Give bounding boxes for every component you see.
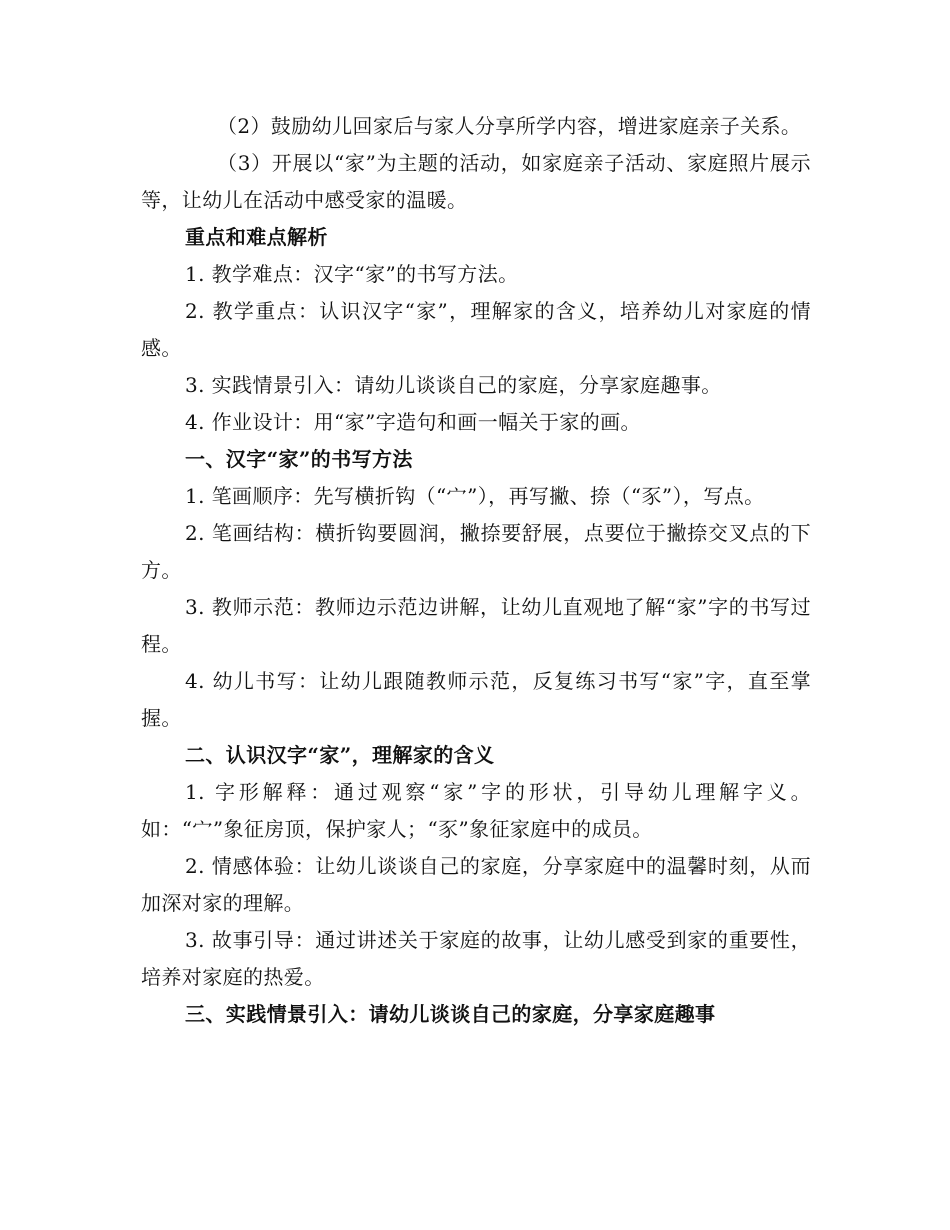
section-heading-practice-intro: 三、实践情景引入：请幼儿谈谈自己的家庭，分享家庭趣事 <box>185 1002 716 1026</box>
paragraph-teacher-demo: 3. 教师示范：教师边示范边讲解，让幼儿直观地了解“家”字的书写过程。 <box>141 595 811 656</box>
paragraph-story-guidance: 3. 故事引导：通过讲述关于家庭的故事，让幼儿感受到家的重要性，培养对家庭的热爱。 <box>141 928 811 989</box>
paragraph-homework-design: 4. 作业设计：用“家”字造句和画一幅关于家的画。 <box>185 410 641 434</box>
paragraph-home-theme-activity: （3）开展以“家”为主题的活动，如家庭亲子活动、家庭照片展示等，让幼儿在活动中感受家的温暖。 <box>141 151 811 212</box>
document-body <box>141 108 811 1033</box>
paragraph-stroke-order: 1. 笔画顺序：先写横折钩（“宀”），再写撇、捺（“豕”），写点。 <box>185 484 765 508</box>
section-heading-meaning: 二、认识汉字“家”，理解家的含义 <box>185 743 495 767</box>
paragraph-encourage-sharing: （2）鼓励幼儿回家后与家人分享所学内容，增进家庭亲子关系。 <box>217 114 802 138</box>
paragraph-emotional-experience: 2. 情感体验：让幼儿谈谈自己的家庭，分享家庭中的温馨时刻，从而加深对家的理解。 <box>141 854 811 915</box>
paragraph-child-writing: 4. 幼儿书写：让幼儿跟随教师示范，反复练习书写“家”字，直至掌握。 <box>141 669 811 730</box>
section-heading-key-points: 重点和难点解析 <box>185 225 328 249</box>
paragraph-practice-scenario: 3. 实践情景引入：请幼儿谈谈自己的家庭，分享家庭趣事。 <box>185 373 722 397</box>
paragraph-stroke-structure: 2. 笔画结构：横折钩要圆润，撇捺要舒展，点要位于撇捺交叉点的下方。 <box>141 521 811 582</box>
paragraph-glyph-explanation: 1. 字形解释：通过观察“家”字的形状，引导幼儿理解字义。如：“宀”象征房顶，保护家人；“豕”象征家庭中的成员。 <box>141 780 811 841</box>
paragraph-teaching-focus: 2. 教学重点：认识汉字“家”，理解家的含义，培养幼儿对家庭的情感。 <box>141 299 811 360</box>
paragraph-teaching-difficulty: 1. 教学难点：汉字“家”的书写方法。 <box>185 262 519 286</box>
section-heading-writing-method: 一、汉字“家”的书写方法 <box>185 447 413 471</box>
